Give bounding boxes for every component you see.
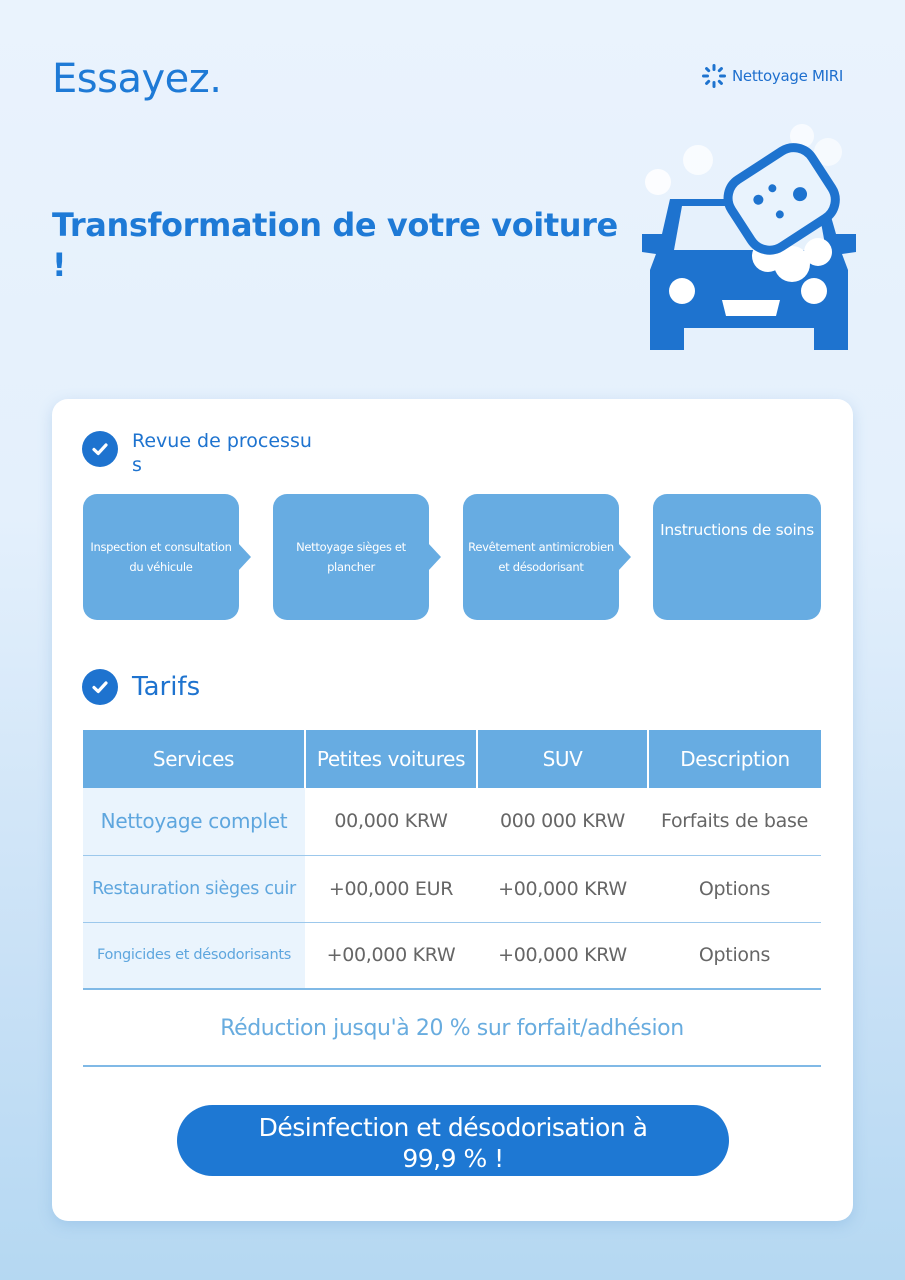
service-description: Options — [648, 922, 821, 989]
discount-note: Réduction jusqu'à 20 % sur forfait/adhésion — [83, 991, 821, 1067]
column-header-suv: SUV — [477, 730, 648, 788]
process-section-header — [82, 431, 312, 477]
service-name: Fongicides et désodorisants — [83, 922, 305, 989]
page-subtitle: Transformation de votre voiture ! — [52, 206, 618, 284]
step-label: Nettoyage sièges et plancher — [296, 540, 406, 574]
process-steps — [83, 494, 823, 620]
table-row — [83, 922, 821, 989]
step-label: Revêtement antimicrobien et désodorisant — [468, 540, 614, 574]
price-small: +00,000 EUR — [305, 855, 477, 922]
process-step-3 — [463, 494, 619, 620]
brand-name: Nettoyage MIRI — [732, 67, 843, 85]
price-table — [83, 730, 821, 990]
car-wash-sponge-icon — [640, 124, 860, 354]
service-name: Nettoyage complet — [83, 788, 305, 855]
price-suv: 000 000 KRW — [477, 788, 648, 855]
service-name: Restauration sièges cuir — [83, 855, 305, 922]
arrow-right-icon — [618, 543, 631, 571]
process-step-4 — [653, 494, 821, 620]
tarifs-title: Tarifs — [132, 672, 201, 702]
tarifs-section-header — [82, 669, 200, 705]
process-step-2 — [273, 494, 429, 620]
hero-title: Essayez. — [52, 56, 222, 102]
table-row — [83, 855, 821, 922]
price-suv: +00,000 KRW — [477, 855, 648, 922]
check-circle-icon — [82, 669, 118, 705]
arrow-right-icon — [238, 543, 251, 571]
process-step-1 — [83, 494, 239, 620]
step-label: Inspection et consultation du véhicule — [90, 540, 232, 574]
column-header-description: Description — [648, 730, 821, 788]
process-title: Revue de processus — [132, 430, 312, 476]
arrow-right-icon — [428, 543, 441, 571]
table-row — [83, 788, 821, 855]
disinfection-cta-button[interactable]: Désinfection et désodorisation à 99,9 % ! — [177, 1105, 729, 1176]
table-header-row — [83, 730, 821, 788]
price-small: 00,000 KRW — [305, 788, 477, 855]
step-label: Instructions de soins — [660, 521, 814, 539]
service-description: Options — [648, 855, 821, 922]
price-small: +00,000 KRW — [305, 922, 477, 989]
column-header-services: Services — [83, 730, 305, 788]
column-header-small-cars: Petites voitures — [305, 730, 477, 788]
check-circle-icon — [82, 431, 118, 467]
service-description: Forfaits de base — [648, 788, 821, 855]
brand-logo[interactable] — [700, 62, 843, 90]
price-suv: +00,000 KRW — [477, 922, 648, 989]
sparkle-icon — [700, 62, 728, 90]
content-card — [52, 399, 853, 1221]
